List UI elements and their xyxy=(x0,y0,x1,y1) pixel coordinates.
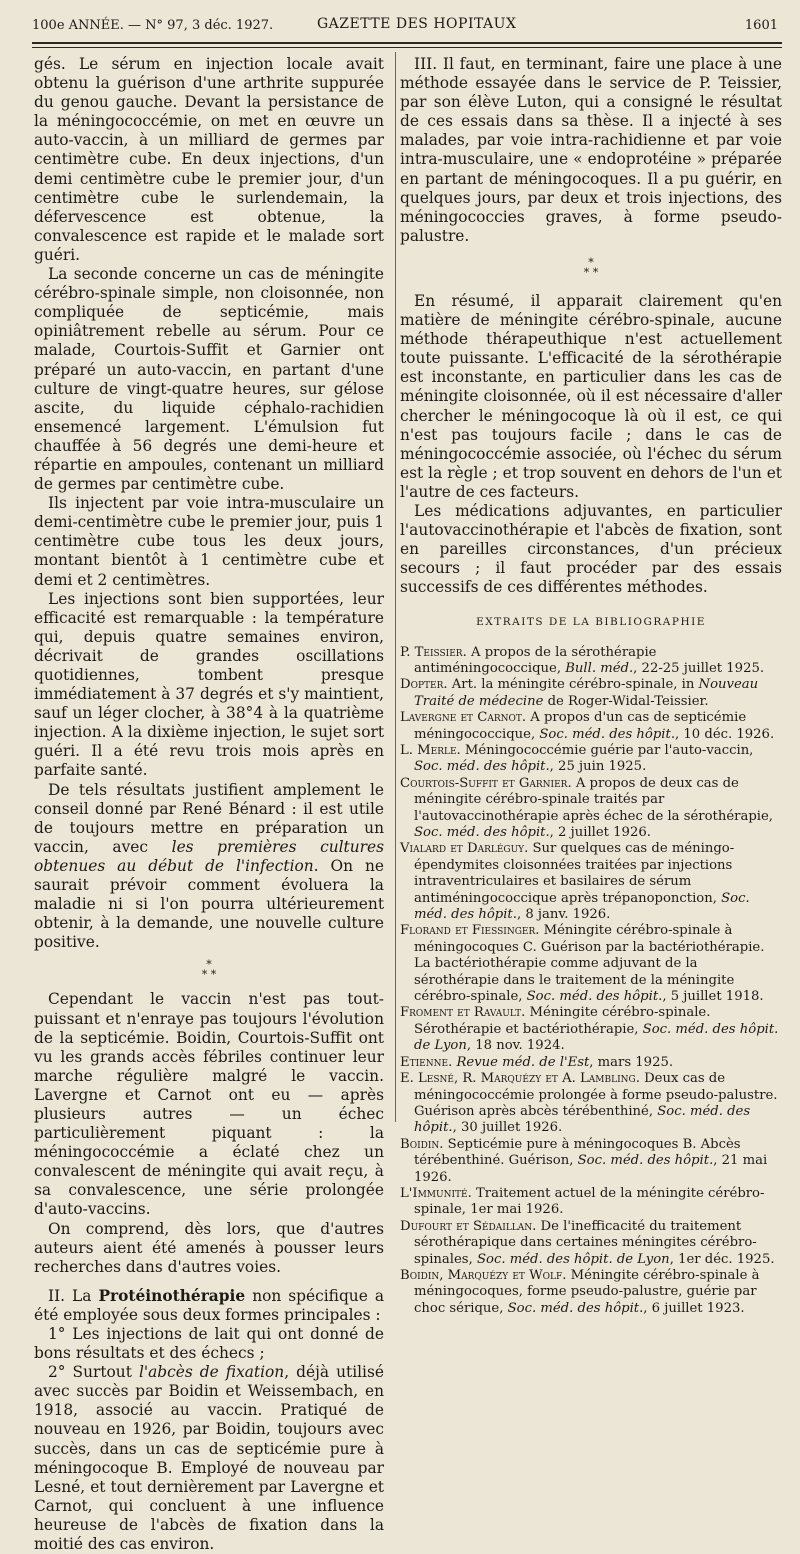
paragraph: Les injections sont bien supportées, leur efficacité est remarquable : la température qui, depuis quatre semaines environ, décrivait de grandes oscillations quotidiennes, tombent presque immédiatement à 37 degrés et s'y maintient, sauf un léger clocher, à 38°4 à la quatrième injection. A la dixième injection, le sujet sort guéri. Il a été revu trois mois après en parfaite santé. xyxy=(34,589,384,780)
journal-title: GAZETTE DES HOPITAUX xyxy=(317,16,517,32)
bib-source: Soc. méd. des hôpit. xyxy=(526,989,663,1005)
bib-authors: Etienne. xyxy=(400,1054,453,1070)
bib-source: Soc. méd. des hôpit. xyxy=(414,890,750,923)
paragraph xyxy=(34,1363,384,1554)
bib-date: , mars 1925. xyxy=(589,1054,674,1070)
bibliography-list xyxy=(400,645,782,1318)
text-run: non spécifique a été employée sous deux formes principales : xyxy=(34,1286,384,1324)
bib-authors: Dufourt et Sédaillan. xyxy=(400,1218,537,1234)
italic-text: l'abcès de fixation xyxy=(138,1363,285,1382)
bib-text: Traitement actuel de la méningite cérébro-spinale, 1er mai 1926. xyxy=(414,1185,765,1218)
paragraph: gés. Le sérum en injection locale avait obtenu la guérison d'une arthrite suppurée du genou gauche. Devant la persistance de la méningococcémie, on met en œuvre un auto-vaccin, à un milliard de germes par centimètre cube. En deux injections, d'un demi centimètre cube le premier jour, d'un centimètre cube le surlendemain, la défervescence est obtenue, la convalescence est rapide et le malade sort guéri. xyxy=(34,55,384,264)
bibliography-entry xyxy=(400,743,782,776)
header-rule-thin xyxy=(32,47,782,48)
bibliography-entry xyxy=(400,645,782,678)
bib-text: Deux cas de méningococcémie prolongée à forme pseudo-palustre. Guérison après abcès térébenthiné, xyxy=(414,1071,778,1119)
bib-authors: Boidin, Marquézy et Wolf. xyxy=(400,1267,567,1283)
paragraph: Les médications adjuvantes, en particulier l'autovaccinothérapie et l'abcès de fixation, sont en pareilles circonstances, d'un précieux secours ; il faut procéder par des essais successifs de ces différentes méthodes. xyxy=(400,501,782,597)
bib-source: Soc. méd. des hôpit. xyxy=(414,1103,751,1136)
text-run: De tels résultats justifient amplement le conseil donné par René Bénard : il est utile de toujours mettre en préparation un vaccin, avec xyxy=(34,780,384,856)
bib-date: , 6 juillet 1923. xyxy=(643,1300,745,1316)
bib-authors: Lavergne et Carnot. xyxy=(400,710,527,726)
bib-authors: Vialard et Darléguy. xyxy=(400,841,529,857)
text-run: , déjà utilisé avec succès par Boidin et Weissembach, en 1918, associé au vaccin. Pratiqué de nouveau en 1926, par Boidin, toujours avec succès, dans un cas de septicémie pure à méningocoque B. Employé de nouveau par Lesné, et tout dernièrement par Lavergne et Carnot, qui concluent à une influence heureuse de l'abcès de fixation dans la moitié des cas environ. xyxy=(34,1363,384,1554)
bib-date: de Roger-Widal-Teissier. xyxy=(543,693,709,709)
bib-authors: Courtois-Suffit et Garnier. xyxy=(400,775,572,791)
bib-source: Nouveau Traité de médecine xyxy=(414,677,759,709)
left-column xyxy=(34,55,384,1554)
bib-authors: P. Teissier. xyxy=(400,644,467,660)
bib-source: Soc. méd. des hôpit. de Lyon xyxy=(476,1251,670,1267)
bib-text: Méningite cérébro-spinale. Sérothérapie et bactériothérapie, xyxy=(414,1005,711,1037)
bibliography-entry xyxy=(400,1137,782,1186)
section-asterism: * * * xyxy=(583,255,599,279)
paragraph xyxy=(34,1287,384,1325)
issue-line: 100e ANNÉE. — N° 97, 3 déc. 1927. xyxy=(32,18,274,33)
bib-authors: L. Merle. xyxy=(400,742,461,758)
bib-date: , 8 janv. 1926. xyxy=(516,907,611,923)
bold-text: Protéinothérapie xyxy=(98,1286,246,1305)
paragraph: On comprend, dès lors, que d'autres auteurs aient été amenés à pousser leurs recherches dans d'autres voies. xyxy=(34,1219,384,1276)
paragraph: III. Il faut, en terminant, faire une place à une méthode essayée dans le service de P. Teissier, par son élève Luton, qui a consigné le résultat de ces essais dans sa thèse. Il a injecté à ses malades, par voie intra-rachidienne et par voie intra-musculaire, une « endoprotéine » préparée en partant de méningocoques. Il a pu guérir, en quelques jours, par deux et trois injections, des méningococcies graves, à forme pseudo-palustre. xyxy=(400,55,782,245)
bib-authors: Florand et Fiessinger. xyxy=(400,923,540,939)
column-divider xyxy=(395,52,396,1122)
bib-source: Soc. méd. des hôpit. de Lyon xyxy=(414,1021,779,1054)
page-header xyxy=(32,14,782,38)
bib-source: Soc. méd. des hôpit. xyxy=(539,726,676,742)
bibliography-entry xyxy=(400,677,782,710)
bib-source: Soc. méd. des hôpit. xyxy=(414,825,550,840)
bibliography-entry xyxy=(400,841,782,923)
bib-source: Soc. méd. des hôpit. xyxy=(577,1153,714,1169)
paragraph: La seconde concerne un cas de méningite cérébro-spinale simple, non cloisonnée, non compliquée de septicémie, mais opiniâtrement rebelle au sérum. Pour ce malade, Courtois-Suffit et Garnier ont préparé un auto-vaccin, en partant d'une culture de vingt-quatre heures, sur gélose ascite, du liquide céphalo-rachidien ensemencé largement. L'émulsion fut chauffée à 56 degrés une demi-heure et répartie en ampoules, contenant un milliard de germes par centimètre cube. xyxy=(34,265,384,494)
bib-authors: Froment et Ravault. xyxy=(400,1005,526,1021)
bib-text: Sur quelques cas de méningo-épendymites cloisonnées traitées par injections intraventriculaires et basilaires de sérum antiméningococcique après trépanoponction, xyxy=(414,841,735,906)
bib-date: , 22-25 juillet 1925. xyxy=(633,660,765,676)
bibliography-entry xyxy=(400,923,782,1005)
page-number: 1601 xyxy=(744,18,778,33)
bib-text: A propos d'un cas de septicémie méningococcique, xyxy=(414,710,747,742)
bib-date: , 25 juin 1925. xyxy=(549,759,647,775)
bib-text: Septicémie pure à méningocoques B. Abcès térébenthiné. Guérison, xyxy=(414,1136,741,1169)
bibliography-entry xyxy=(400,1268,782,1317)
bibliography-entry xyxy=(400,1071,782,1137)
bibliography-title: EXTRAITS DE LA BIBLIOGRAPHIE xyxy=(476,616,706,629)
bib-date: , 30 juillet 1926. xyxy=(452,1120,563,1136)
right-column xyxy=(400,55,782,1317)
italic-text: les premières cultures obtenues au début de l'infection xyxy=(34,837,384,875)
bib-date: , 10 déc. 1926. xyxy=(675,726,775,742)
bib-text: De l'inefficacité du traitement sérothérapique dans certaines méningites cérébro-spinales, xyxy=(414,1218,757,1267)
bibliography-entry xyxy=(400,1055,782,1071)
bib-source: Bull. méd. xyxy=(565,660,634,676)
bibliography-entry xyxy=(400,710,782,743)
text-run: II. La xyxy=(48,1286,99,1305)
bibliography-entry xyxy=(400,776,782,842)
paragraph xyxy=(34,781,384,953)
bib-authors: Boidin. xyxy=(400,1136,444,1152)
bib-date: , 1er déc. 1925. xyxy=(669,1251,775,1267)
bib-date: , 18 nov. 1924. xyxy=(466,1038,565,1054)
bib-date: , 21 mai 1926. xyxy=(414,1153,768,1185)
bibliography-entry xyxy=(400,1005,782,1054)
bib-text: Art. la méningite cérébro-spinale, in xyxy=(447,677,699,693)
text-run: 2° Surtout xyxy=(48,1363,139,1382)
bib-source: Revue méd. de l'Est xyxy=(456,1054,590,1070)
bib-source: Soc. méd. des hôpit. xyxy=(414,759,550,775)
bib-text: Méningite cérébro-spinale à méningocoques, forme pseudo-palustre, guérie par choc sérique, xyxy=(414,1267,760,1316)
text-run: . On ne saurait prévoir comment évoluera la maladie ni si l'on pourra ultérieurement obtenir, à la demande, une nouvelle culture positive. xyxy=(34,856,384,952)
paragraph: 1° Les injections de lait qui ont donné de bons résultats et des échecs ; xyxy=(34,1325,384,1363)
bibliography-entry xyxy=(400,1186,782,1219)
bib-text: A propos de la sérothérapie antiméningococcique, xyxy=(414,644,657,676)
bib-source: Soc. méd. des hôpit. xyxy=(507,1300,644,1316)
bib-authors: L'Immunité. xyxy=(400,1185,472,1201)
bib-date: , 2 juillet 1926. xyxy=(549,825,651,840)
section-asterism: * * * xyxy=(201,958,217,982)
paragraph: Ils injectent par voie intra-musculaire un demi-centimètre cube le premier jour, puis 1 centimètre cube tous les deux jours, montant bientôt à 1 centimètre cube et demi et 2 centimètres. xyxy=(34,494,384,589)
bib-text: Méningococcémie guérie par l'auto-vaccin, xyxy=(460,742,754,758)
paragraph: En résumé, il apparait clairement qu'en matière de méningite cérébro-spinale, aucune méthode thérapeuthique n'est actuellement toute puissante. L'efficacité de la sérothérapie est inconstante, en particulier dans les cas de méningite cloisonnée, où il est nécessaire d'aller chercher le méningocoque là où il est, ce qui n'est pas toujours facile ; dans le cas de méningococcémie associée, où l'échec du sérum est la règle ; et trop souvent en dehors de l'un et l'autre de ces facteurs. xyxy=(400,291,782,501)
bibliography-entry xyxy=(400,1219,782,1268)
bib-date: , 5 juillet 1918. xyxy=(662,989,764,1005)
paragraph: Cependant le vaccin n'est pas tout-puissant et n'enraye pas toujours l'évolution de la septicémie. Boidin, Courtois-Suffit ont vu les grands accès fébriles continuer leur marche régulière malgré le vaccin. Lavergne et Carnot ont eu — après plusieurs autres — un échec particulièrement piquant : la méningococcémie a éclaté chez un convalescent de méningite qui avait reçu, à sa convalescence, une série prolongée d'auto-vaccins. xyxy=(34,990,384,1219)
bib-text: Méningite cérébro-spinale à méningocoques C. Guérison par la bactériothérapie. La bactériothérapie comme adjuvant de la sérothérapie dans le traitement de la méningite cérébro-spinale, xyxy=(414,923,765,1005)
header-rule-thick xyxy=(32,42,782,44)
bib-authors: Dopter. xyxy=(400,677,448,693)
bib-authors: E. Lesné, R. Marquézy et A. Lambling. xyxy=(400,1071,640,1087)
bib-text: A propos de deux cas de méningite cérébro-spinale traités par l'autovaccinothérapie après échec de la sérothérapie, xyxy=(414,775,773,824)
